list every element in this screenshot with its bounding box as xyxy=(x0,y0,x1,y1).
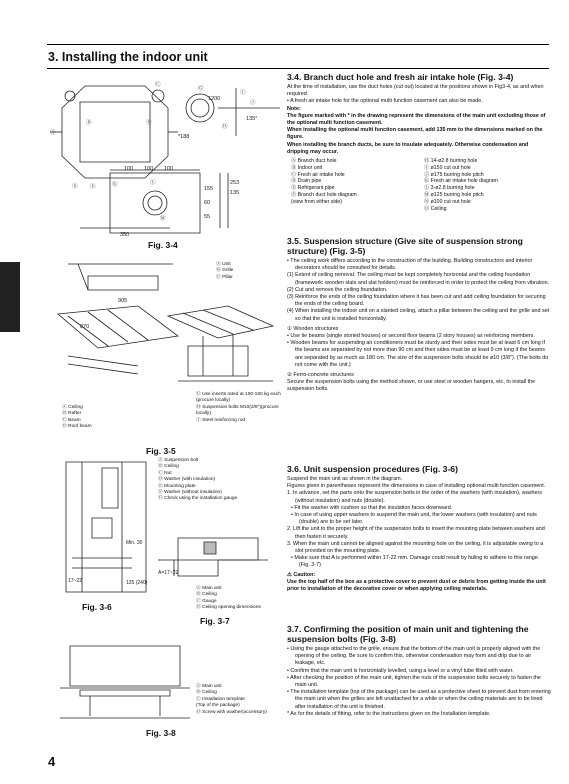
dim-188: *188 xyxy=(178,134,190,140)
legend-item: Ⓔ Refrigerant pipe xyxy=(291,185,335,192)
s35-wood-2: • Wooden beams for suspending air conditioners must be sturdy and their sides must be at least 6 cm long if the beams are separated by not more than 90 cm and their sides must be at least 9 cm long if the beams are separated by as much as 180 cm. The size of the suspension bolts should be ø10 (3/8"). (The bolts do not come with the unit.) xyxy=(287,340,549,368)
legend-screw: Ⓓ Screw with washer(accessory) xyxy=(196,709,267,715)
s36-step-1b: • In case of using upper washers to suspend the main unit, the lower washers (with insulation) and nuts (double) are to be set later. xyxy=(291,512,537,526)
fig-3-4-callouts xyxy=(50,78,280,238)
heading-3-4: 3.4. Branch duct hole and fresh air intake hole (Fig. 3-4) xyxy=(287,72,514,82)
legend-item: Ⓛ 3-ø2.8 burring hole xyxy=(424,185,475,192)
dim-125-240: 125 (240) xyxy=(126,580,148,586)
fig-3-5-legend-left xyxy=(62,405,92,431)
fig-3-8-drawing xyxy=(60,636,190,726)
dim-55: 55 xyxy=(204,214,211,220)
fig-3-6-legend xyxy=(158,458,237,503)
legend-template-note: (Top of the package) xyxy=(196,703,240,709)
legend-washer-insulated: Ⓓ Washer (with insulation) xyxy=(158,477,216,483)
callout-g: Ⓖ xyxy=(198,86,204,92)
legend-bolts-note: locally) xyxy=(196,411,211,417)
legend-ceiling-opening: Ⓓ Ceiling opening dimensions xyxy=(196,605,261,611)
s36-caution-text: Use the top half of the box as a protective cover to prevent dust or debris from getting inside the unit prior to installation of the decorative cover or when applying ceiling materials. xyxy=(287,578,546,593)
s37-bullet-5: * As for the details of fitting, refer to the instructions given on the Installation template. xyxy=(287,710,491,717)
s36-step-2: 2. Lift the unit to the proper height of the suspension bolts to insert the mounting plate between washers and then fasten it securely. xyxy=(287,526,545,540)
legend-item xyxy=(291,206,418,213)
legend-nut: Ⓒ Nut xyxy=(158,470,172,476)
s35-step-3: (3) Reinforce the ends of the ceiling foundation where it has been cut and add ceiling foundation for securing the ends of the ceiling board. xyxy=(287,294,546,308)
callout-k: Ⓚ xyxy=(112,182,118,188)
legend-suspension-bolt: Ⓐ Suspension bolt xyxy=(158,458,199,463)
fig-3-7-legend xyxy=(196,586,261,612)
legend-item: Ⓗ 14-ø2.8 burring hole xyxy=(424,158,478,165)
s36-para-1: Suspend the main unit as shown in the diagram. xyxy=(287,476,403,482)
legend-roof-beam: Ⓓ Roof beam xyxy=(62,424,92,430)
legend-item: Ⓝ ø100 cut out hole xyxy=(424,198,471,205)
dim-17-22: 17~22 xyxy=(68,578,83,584)
s35-bullet: • The ceiling work differs according to the construction of the building. Building constructors and interior decorators should be consulted for details. xyxy=(287,258,533,272)
legend-ceiling: Ⓐ Ceiling xyxy=(62,405,83,410)
s36-caution-label xyxy=(287,572,551,579)
legend-beam: Ⓒ Beam xyxy=(62,417,81,423)
s34-note-label: Note: xyxy=(287,105,301,112)
legend-item: Ⓕ Branch duct hole diagram xyxy=(291,192,357,199)
section-3-5 xyxy=(287,236,551,394)
legend-item: Ⓚ Fresh air intake hole diagram xyxy=(424,178,498,185)
title-rule xyxy=(47,68,549,69)
section-3-7 xyxy=(287,624,551,718)
dim-a: A=17~22 xyxy=(158,570,179,576)
legend-item: Ⓓ Drain pipe xyxy=(291,178,322,185)
section-3-6 xyxy=(287,464,551,593)
legend-item: Ⓑ Indoor unit xyxy=(291,164,323,171)
s36-step-1a: • Fit the washer with cushion so that the insulation faces downward. xyxy=(291,504,453,511)
dim-870: 870 xyxy=(80,324,90,330)
s35-concrete-1: Secure the suspension bolts using the method shown, or use steel or wooden hangers, etc, to install the suspension bolts. xyxy=(287,379,536,393)
legend-washer-plain: Ⓕ Washer (without insulation) xyxy=(158,490,222,496)
legend-unit: Ⓐ Unit xyxy=(216,262,231,267)
callout-j: Ⓙ xyxy=(250,100,256,106)
legend-inserts-note: (procure locally) xyxy=(196,398,231,404)
legend-item: (view from either side) xyxy=(291,198,343,205)
legend-item: Ⓙ ø175 burring hole pitch xyxy=(424,171,484,178)
s34-note-3: When installing the branch ducts, be sure to insulate adequately. Otherwise condensation and dripping may occur. xyxy=(287,141,529,155)
fig-3-8-label: Fig. 3-8 xyxy=(146,728,176,738)
s37-bullet-3: • After checking the position of the main unit, tighten the nuts of the suspension bolts securely to fasten the main unit. xyxy=(287,674,541,689)
section-tab-marker xyxy=(0,262,20,332)
legend-installation-gauge: Ⓖ Check using the installation gauge xyxy=(158,496,238,502)
heading-3-7: 3.7. Confirming the position of main unit and tightening the suspension bolts (Fig. 3-8) xyxy=(287,624,529,644)
legend-pillar: Ⓒ Pillar xyxy=(216,274,233,280)
callout-i: Ⓘ xyxy=(240,90,246,96)
legend-ceiling: Ⓑ Ceiling xyxy=(158,464,179,470)
legend-mounting-plate: Ⓔ Mounting plate xyxy=(158,483,196,489)
s37-bullet-4: • The installation template (top of the package) can be used as a protective sheet to prevent dust from entering the main unit when the grilles are left unattached for a while or when the ceiling materials are to be lined after installation of the unit is finished. xyxy=(287,689,551,710)
dim-1200: 1200 xyxy=(208,96,221,102)
callout-l: Ⓛ xyxy=(150,180,156,186)
callout-c: Ⓒ xyxy=(155,82,161,88)
legend-item: Ⓜ ø125 burring hole pitch xyxy=(424,192,484,199)
s34-para: At the time of installation, use the duct holes (cut out) located at the positions shown in Fig3-4, as and when required. xyxy=(287,84,544,98)
warning-icon: ⚠ xyxy=(287,571,292,578)
dim-100c: 100 xyxy=(164,166,174,172)
dim-100a: 100 xyxy=(124,166,134,172)
legend-item: Ⓘ ø150 cut out hole xyxy=(424,164,471,171)
legend-main-unit: Ⓐ Main unit xyxy=(196,586,222,591)
legend-rafter: Ⓑ Rafter xyxy=(62,411,82,417)
legend-grille: Ⓑ Grille xyxy=(216,268,234,274)
heading-3-6: 3.6. Unit suspension procedures (Fig. 3-6) xyxy=(287,464,458,474)
legend-ceiling: Ⓑ Ceiling xyxy=(196,690,217,696)
s35-step-4: (4) When installing the indoor unit on a slanted ceiling, attach a pillar between the ceiling and the grille and set so that the unit is installed horizontally. xyxy=(287,308,550,322)
s36-step-3: 3. When the main unit cannot be aligned against the mounting hole on the ceiling, it is adjustable owing to a slot provided on the mounting plate. xyxy=(287,540,544,555)
s34-legend xyxy=(287,158,551,212)
fig-3-5-callouts xyxy=(58,256,278,414)
callout-m: Ⓜ xyxy=(160,216,166,222)
dim-100b: 100 xyxy=(144,166,154,172)
callout-h: Ⓗ xyxy=(222,124,228,130)
dim-253: 253 xyxy=(230,180,240,186)
s35-step-1: (1) Extent of ceiling removal: The ceiling must be kept completely horizontal and the ceiling foundation (framework: wooden slats and slat holders) must be reinforced in order to protect the ceiling from vibration. xyxy=(287,272,550,286)
fig-3-7-dims xyxy=(158,530,268,584)
legend-ceiling: Ⓑ Ceiling xyxy=(196,592,217,598)
legend-item: Ⓒ Fresh air intake hole xyxy=(291,171,345,178)
fig-3-7-label: Fig. 3-7 xyxy=(200,616,230,626)
fig-3-5-legend-right xyxy=(196,392,281,424)
dim-135: 135 xyxy=(230,190,240,196)
section-3-4 xyxy=(287,72,551,214)
callout-b: Ⓑ xyxy=(86,120,92,126)
s34-bullet: • A fresh air intake hole for the optional multi function casement can also be made. xyxy=(287,98,483,105)
fig-3-4-label: Fig. 3-4 xyxy=(148,240,178,250)
dim-min30: Min. 30 xyxy=(126,540,143,546)
legend-gauge: Ⓒ Gauge xyxy=(196,598,217,604)
s36-step-3a: • Make sure that A is performed within 17-22 mm. Damage could result by failing to adhere to this range. (Fig. 3-7) xyxy=(291,555,540,569)
s37-bullet-2: • Confirm that the main unit is horizontally levelled, using a level or a vinyl tube filled with water. xyxy=(287,667,514,674)
s36-step-1: 1. In advance, set the parts onto the suspension bolts in the order of the washers (with insulation), washers (without insulation) and nuts (double). xyxy=(287,490,542,504)
callout-d: Ⓓ xyxy=(72,184,78,190)
fig-3-6-label: Fig. 3-6 xyxy=(82,602,112,612)
legend-rod: Ⓘ Steel reinforcing rod xyxy=(196,417,246,423)
fig-3-8-legend xyxy=(196,684,267,716)
heading-3-5: 3.5. Suspension structure (Give site of suspension strong structure) (Fig. 3-5) xyxy=(287,236,523,256)
legend-template: Ⓒ Installation template xyxy=(196,696,245,702)
s35-concrete-title: ② Ferro-concrete structures xyxy=(287,372,354,379)
s36-para-2: Figures given in parentheses represent the dimensions in case of installing optional multi function casement. xyxy=(287,483,546,490)
fig-3-5-legend-top xyxy=(216,262,233,281)
dim-135deg: 135° xyxy=(246,116,258,122)
dim-60: 60 xyxy=(204,200,211,206)
page-number: 4 xyxy=(48,754,56,769)
s34-note-1: The figure marked with * in the drawing represent the dimensions of the main unit excluding those of the optional multi function casement. xyxy=(287,112,546,127)
caution-label-text: Caution: xyxy=(293,571,316,578)
dim-155: 155 xyxy=(204,186,214,192)
dim-350: 350 xyxy=(120,232,130,238)
legend-item: Ⓞ Ceiling xyxy=(424,205,447,212)
dim-905: 905 xyxy=(118,298,128,304)
fig-3-5-label: Fig. 3-5 xyxy=(146,446,176,456)
top-rule xyxy=(47,44,549,45)
fig-3-6-dims xyxy=(62,458,152,598)
legend-inserts: Ⓖ Use inserts rated at 100-150 kg each xyxy=(196,392,281,397)
s35-step-2: (2) Cut and remove the ceiling foundation. xyxy=(287,286,388,293)
callout-f: Ⓕ xyxy=(146,120,152,126)
legend-item: Ⓐ Branch duct hole xyxy=(291,158,337,165)
s37-bullet-1: • Using the gauge attached to the grille, ensure that the bottom of the main unit is properly aligned with the opening of the ceiling. Be sure to confirm this, otherwise condensation may form and drip due to air leakage, etc. xyxy=(287,646,541,667)
legend-bolts: Ⓗ Suspension bolts M10(3/8")(procure xyxy=(196,404,279,410)
callout-a: Ⓐ xyxy=(50,130,56,136)
s34-note-2: When installing the optional multi function casement, add 135 mm to the dimensions marked on the figure. xyxy=(287,127,543,141)
s35-wood-1: • Use tie beams (single storied houses) or second floor beams (2 story houses) as reinforcing members. xyxy=(287,333,535,340)
legend-main-unit: Ⓐ Main unit xyxy=(196,684,222,689)
s35-wood-title: ① Wooden structures xyxy=(287,325,339,332)
page-title: 3. Installing the indoor unit xyxy=(48,50,208,64)
callout-e: Ⓔ xyxy=(90,184,96,190)
